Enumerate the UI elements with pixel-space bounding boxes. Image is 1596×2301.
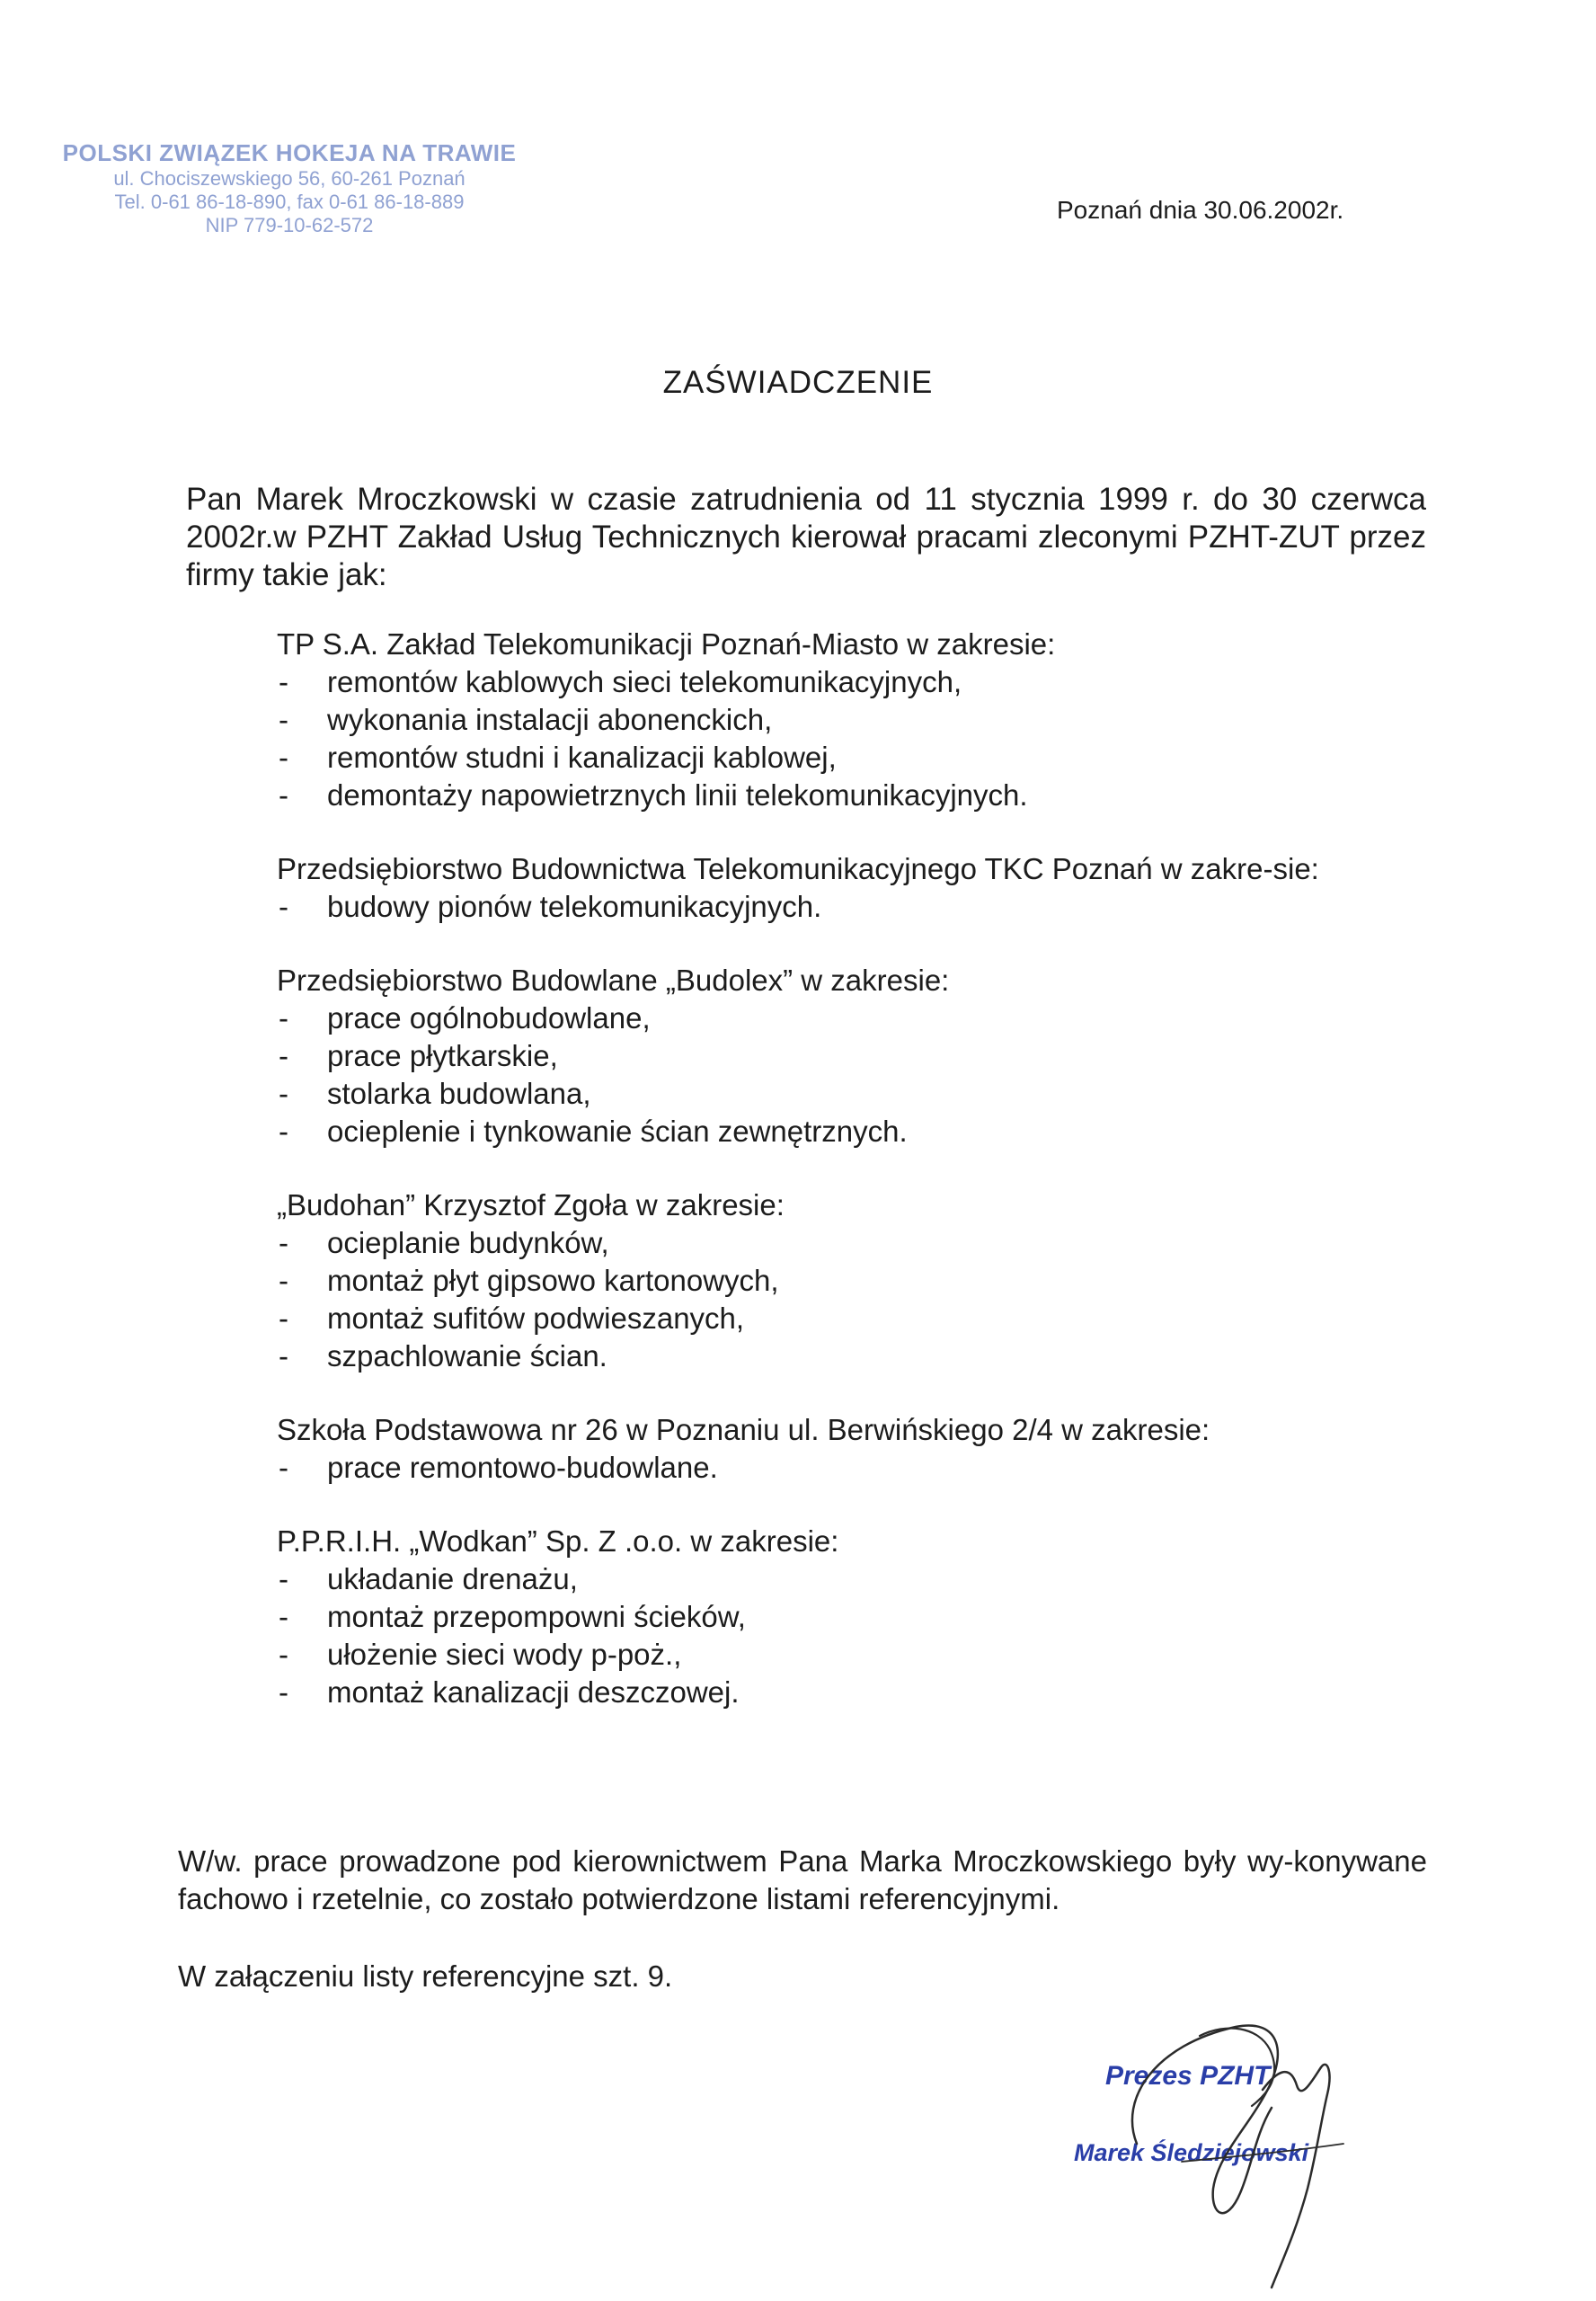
scope-item: - ułożenie sieci wody p-poż., — [277, 1636, 1432, 1674]
letterhead-address: ul. Chociszewskiego 56, 60-261 Poznań — [113, 166, 466, 190]
handwritten-signature-icon — [1047, 2000, 1424, 2297]
contractor-heading: P.P.R.I.H. „Wodkan” Sp. Z .o.o. w zakresie: — [277, 1524, 839, 1558]
contractor-heading: Przedsiębiorstwo Budowlane „Budolex” w zakresie: — [277, 964, 950, 997]
scope-item: - montaż przepompowni ścieków, — [277, 1598, 1432, 1636]
intro-paragraph: Pan Marek Mroczkowski w czasie zatrudnienia od 11 stycznia 1999 r. do 30 czerwca 2002r.w PZHT Zakład Usług Technicznych kierował pracami zleconymi PZHT-ZUT przez firmy takie jak: — [186, 482, 1426, 592]
contractor-heading: „Budohan” Krzysztof Zgoła w zakresie: — [277, 1188, 785, 1222]
contractor-list — [277, 626, 1432, 1747]
contractor-block — [277, 1186, 1432, 1375]
scope-item: - ocieplenie i tynkowanie ścian zewnętrznych. — [277, 1113, 1432, 1150]
scope-item: - układanie drenażu, — [277, 1560, 1432, 1598]
scope-item: - demontaży napowietrznych linii telekomunikacyjnych. — [277, 777, 1432, 814]
scope-list — [277, 999, 1432, 1150]
signature-stamp — [1047, 2000, 1424, 2297]
contractor-heading: Przedsiębiorstwo Budownictwa Telekomunikacyjnego TKC Poznań w zakre-sie: — [277, 852, 1319, 885]
signature-title: Prezes PZHT — [1105, 2061, 1271, 2091]
contractor-heading: TP S.A. Zakład Telekomunikacji Poznań-Miasto w zakresie: — [277, 627, 1056, 661]
scope-item: - montaż sufitów podwieszanych, — [277, 1300, 1432, 1337]
scope-item: - montaż płyt gipsowo kartonowych, — [277, 1262, 1432, 1300]
scope-item: - remontów kablowych sieci telekomunikacyjnych, — [277, 663, 1432, 701]
scope-item: - remontów studni i kanalizacji kablowej, — [277, 739, 1432, 777]
contractor-block — [277, 850, 1432, 926]
scope-item: - szpachlowanie ścian. — [277, 1337, 1432, 1375]
letterhead-phone: Tel. 0-61 86-18-890, fax 0-61 86-18-889 — [114, 190, 465, 213]
scope-list — [277, 1560, 1432, 1711]
attachments-note: W załączeniu listy referencyjne szt. 9. — [178, 1959, 673, 1993]
scope-list — [277, 1224, 1432, 1375]
scope-list — [277, 663, 1432, 814]
scope-list — [277, 1449, 1432, 1487]
letterhead-org: POLSKI ZWIĄZEK HOKEJA NA TRAWIE — [62, 139, 517, 166]
scope-item: - prace remontowo-budowlane. — [277, 1449, 1432, 1487]
signature-name: Marek Śledziejowski — [1074, 2139, 1309, 2166]
contractor-block — [277, 962, 1432, 1150]
scope-item: - wykonania instalacji abonenckich, — [277, 701, 1432, 739]
scope-item: - prace płytkarskie, — [277, 1037, 1432, 1075]
document-title: ZAŚWIADCZENIE — [662, 365, 934, 400]
scope-item: - budowy pionów telekomunikacyjnych. — [277, 888, 1432, 926]
contractor-heading: Szkoła Podstawowa nr 26 w Poznaniu ul. Berwińskiego 2/4 w zakresie: — [277, 1413, 1210, 1446]
contractor-block — [277, 1411, 1432, 1487]
scope-item: - ocieplanie budynków, — [277, 1224, 1432, 1262]
contractor-block — [277, 1523, 1432, 1711]
document-date: Poznań dnia 30.06.2002r. — [1057, 196, 1344, 224]
closing-paragraph: W/w. prace prowadzone pod kierownictwem Pana Marka Mroczkowskiego były wy-konywane fachowo i rzetelnie, co zostało potwierdzone listami referencyjnymi. — [178, 1844, 1427, 1915]
scope-item: - stolarka budowlana, — [277, 1075, 1432, 1113]
scope-item: - prace ogólnobudowlane, — [277, 999, 1432, 1037]
scope-list — [277, 888, 1432, 926]
letterhead-stamp — [56, 139, 523, 237]
letterhead-nip: NIP 779-10-62-572 — [205, 213, 374, 236]
contractor-block — [277, 626, 1432, 814]
scope-item: - montaż kanalizacji deszczowej. — [277, 1674, 1432, 1711]
